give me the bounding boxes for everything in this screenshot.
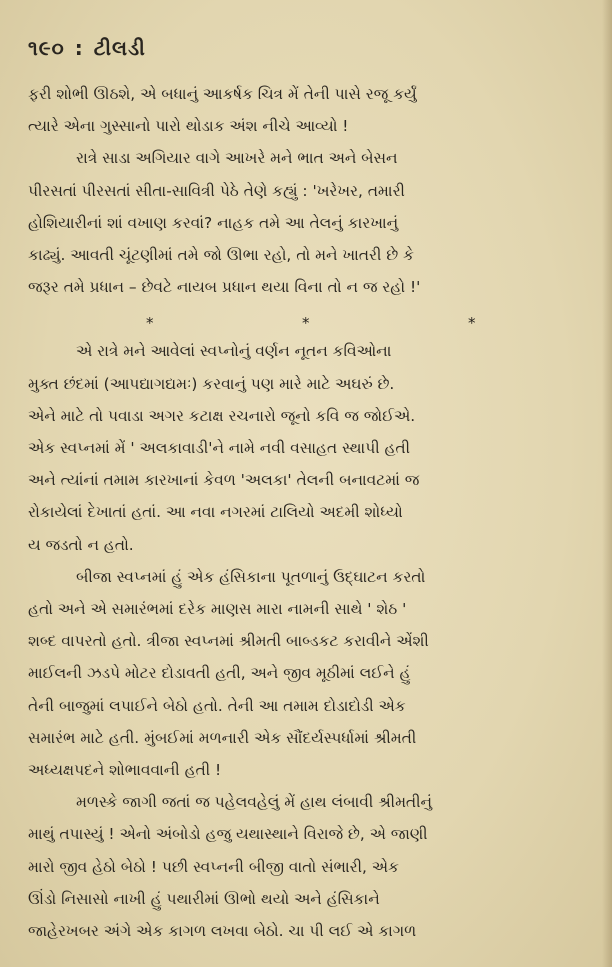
text-line: અધ્યક્ષપદને શોભાવવાની હતી !	[28, 761, 222, 780]
separator-star: *	[468, 314, 476, 333]
text-line: મારો જીવ હેઠો બેઠો ! પછી સ્વપ્નની બીજી વાતો સંભારી, એક	[28, 857, 399, 876]
page-number: ૧૯૦	[28, 36, 65, 60]
text-line: શબ્દ વાપરતો હતો. ત્રીજા સ્વપ્નમાં શ્રીમતી બાબ્ડકટ કરાવીને એંશી	[28, 632, 429, 651]
section-break	[28, 303, 588, 335]
text-line: કાઢ્યું. આવતી ચૂંટણીમાં તમે જો ઊભા રહો, તો મને ખાતરી છે કે	[28, 246, 414, 265]
chapter-title: ટીલડી	[93, 36, 146, 60]
text-line: એને માટે તો પવાડા અગર કટાક્ષ રચનારો જૂનો કવિ જ જોઈએ.	[28, 406, 416, 425]
text-line: પીરસતાં પીરસતાં સીતા-સાવિત્રી પેઠે તેણે કહ્યું : 'ખરેખર, તમારી	[28, 181, 405, 200]
text-line: મુક્ત છંદમાં (આપદ્યાગદ્યમઃ) કરવાનું પણ મારે માટે અઘરું છે.	[28, 374, 395, 393]
text-line: તેની બાજુમાં લપાઈને બેઠો હતો. તેની આ તમામ દોડાદોડી એક	[28, 696, 406, 715]
text-line: માઈલની ઝડપે મોટર દોડાવતી હતી, અને જીવ મૂઠીમાં લઈને હું	[28, 664, 411, 683]
text-line: બીજા સ્વપ્નમાં હું એક હંસિકાના પૂતળાનું ઉદ્‌ઘાટન કરતો	[76, 567, 426, 586]
text-line: સમારંભ માટે હતી. મુંબઈમાં મળનારી એક સૌંદર્યસ્પર્ધામાં શ્રીમતી	[28, 728, 417, 747]
text-line: જરૂર તમે પ્રધાન – છેવટે નાયબ પ્રધાન થયા વિના તો ન જ રહો !'	[28, 278, 421, 297]
running-header	[28, 36, 146, 60]
text-line: રાત્રે સાડા અગિયાર વાગે આખરે મને ભાત અને બેસન	[76, 149, 398, 168]
text-line: ત્યારે એના ગુસ્સાનો પારો થોડાક અંશ નીચે આવ્યો !	[28, 117, 349, 136]
separator-star: *	[146, 314, 154, 333]
header-separator: :	[74, 36, 84, 60]
text-line: અને ત્યાંનાં તમામ કારખાનાં કેવળ 'અલકા' તેલની બનાવટમાં જ	[28, 471, 420, 490]
text-line: ઊંડો નિસાસો નાખી હું પથારીમાં ઊભો થયો અને હંસિકાને	[28, 889, 380, 908]
text-line: હોશિયારીનાં શાં વખાણ કરવાં? નાહક તમે આ તેલનું કારખાનું	[28, 213, 399, 232]
text-line: હતો અને એ સમારંભમાં દરેક માણસ મારા નામની સાથે ' શેઠ '	[28, 600, 407, 619]
text-line: રોકાયેલાં દેખાતાં હતાં. આ નવા નગરમાં ટાલિયો અદમી શોધ્યો	[28, 503, 403, 522]
text-line: ફરી શોભી ઊઠશે, એ બધાનું આકર્ષક ચિત્ર મેં તેની પાસે રજૂ કર્યું	[28, 85, 417, 103]
text-line: માથું તપાસ્યું ! એનો અંબોડો હજુ યથાસ્થાને વિરાજે છે, એ જાણી	[28, 825, 428, 844]
text-line: એક સ્વપ્નમાં મેં ' અલકાવાડી'ને નામે નવી વસાહત સ્થાપી હતી	[28, 439, 411, 458]
page-body	[28, 78, 588, 947]
text-line: એ રાત્રે મને આવેલાં સ્વપ્નોનું વર્ણન નૂતન કવિઓના	[76, 342, 392, 361]
text-line: ય જડતો ન હતો.	[28, 535, 134, 554]
text-line: જાહેરખબર અંગે એક કાગળ લખવા બેઠો. ચા પી લઈ એ કાગળ	[28, 922, 417, 941]
separator-star: *	[302, 314, 310, 333]
text-line: મળસ્કે જાગી જતાં જ પહેલવહેલું મેં હાથ લંબાવી શ્રીમતીનું	[76, 793, 433, 812]
page-edge-shadow	[602, 0, 612, 967]
